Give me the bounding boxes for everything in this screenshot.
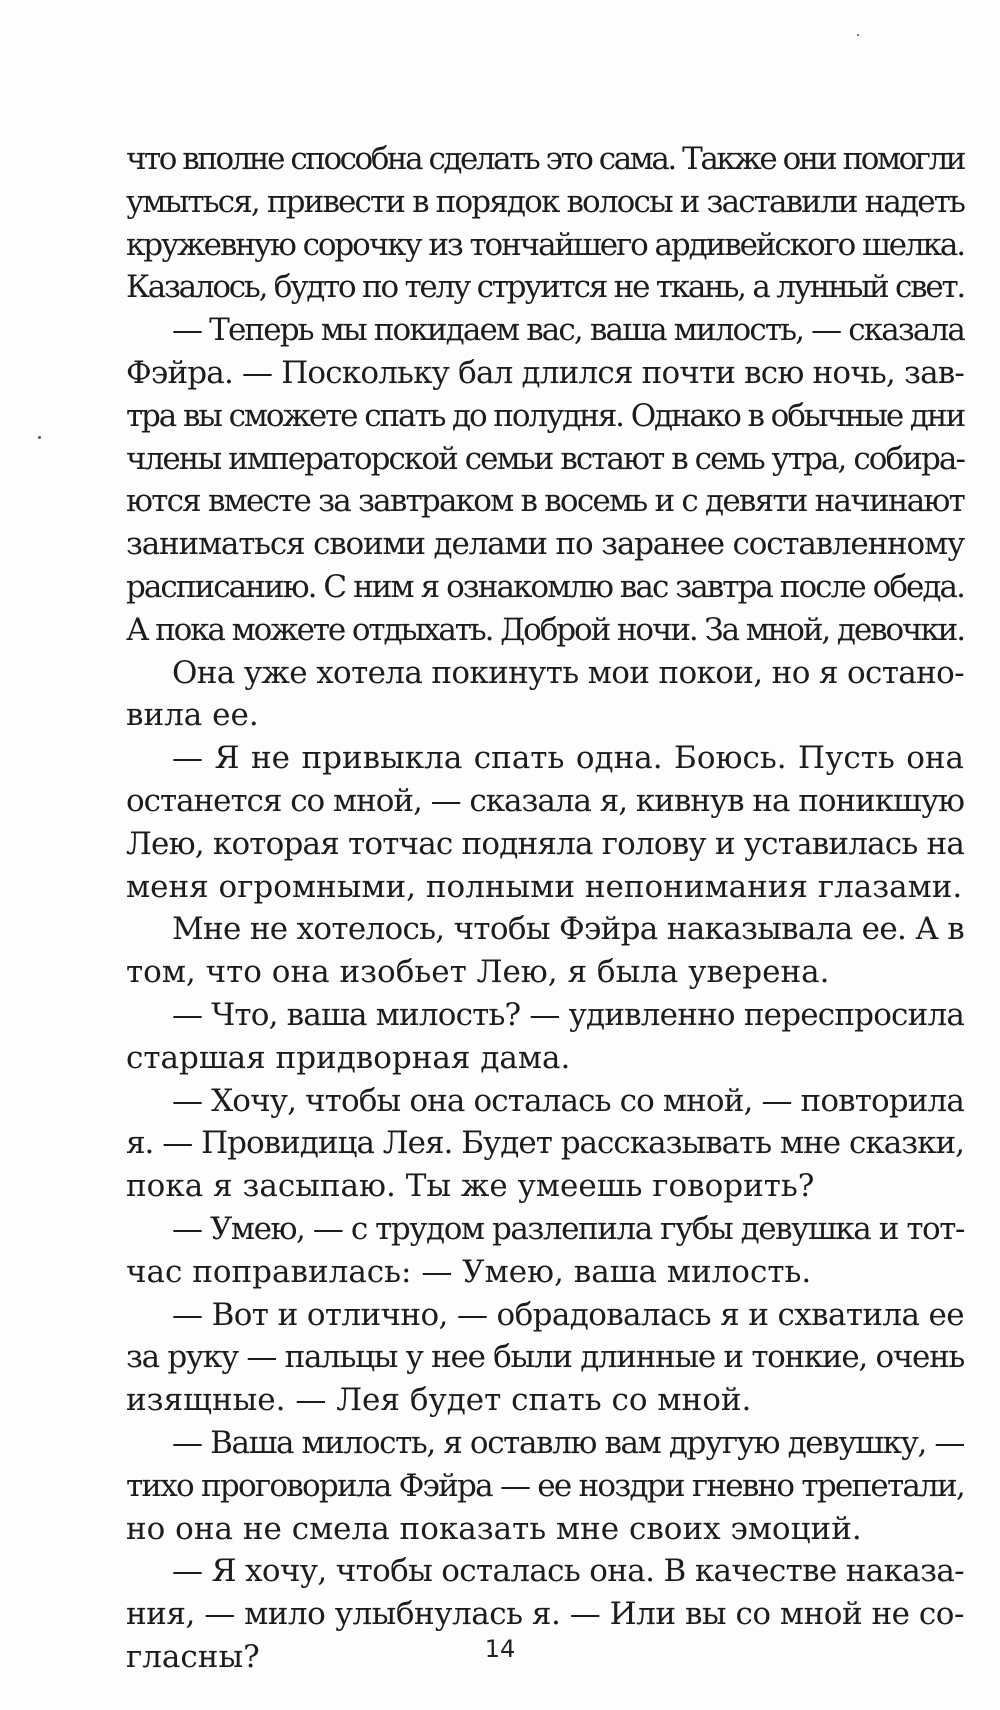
text-line: том, что она изобьет Лею, я была уверена. — [126, 954, 830, 991]
text-line: Казалось, будто по телу струится не ткань, а лунный свет. — [126, 269, 965, 306]
margin-speck — [857, 34, 859, 36]
text-line: — Хочу, чтобы она осталась со мной, — повторила — [172, 1082, 964, 1119]
text-line: Лею, которая тотчас подняла голову и уставилась на — [126, 825, 964, 862]
text-line: что вполне способна сделать это сама. Также они помогли — [126, 141, 964, 177]
text-line: А пока можете отдыхать. Доброй ночи. За мной, девочки. — [126, 611, 964, 648]
text-line: меня огромными, полными непонимания глазами. — [126, 868, 963, 905]
text-line: старшая придворная дама. — [126, 1039, 571, 1076]
text-line: — Я не привыкла спать одна. Боюсь. Пусть она — [172, 740, 964, 777]
text-line: пока я засыпаю. Ты же умеешь говорить? — [126, 1168, 815, 1205]
text-line: — Теперь мы покидаем вас, ваша милость, — сказала — [172, 312, 964, 349]
text-line: члены императорской семьи встают в семь утра, собира- — [126, 440, 964, 477]
page-body-text — [126, 138, 964, 1679]
text-line: ются вместе за завтраком в восемь и с девяти начинают — [126, 483, 964, 520]
text-line: — Вот и отлично, — обрадовалась я и схватила ее — [172, 1296, 964, 1333]
text-line: Фэйра. — Поскольку бал длился почти всю ночь, зав- — [126, 354, 964, 391]
text-line: заниматься своими делами по заранее составленному — [126, 526, 964, 563]
text-line: расписанию. С ним я ознакомлю вас завтра после обеда. — [126, 568, 964, 605]
text-line: Мне не хотелось, чтобы Фэйра наказывала ее. А в — [172, 911, 965, 948]
text-line: изящные. — Лея будет спать со мной. — [126, 1382, 752, 1419]
text-line: но она не смела показать мне своих эмоций. — [126, 1510, 862, 1547]
page-number: 14 — [484, 1635, 516, 1663]
text-line: кружевную сорочку из тончайшего ардивейского шелка. — [126, 226, 965, 263]
text-line: — Ваша милость, я оставлю вам другую девушку, — — [172, 1424, 964, 1461]
text-line: останется со мной, — сказала я, кивнув на поникшую — [126, 782, 964, 819]
text-line: за руку — пальцы у нее были длинные и тонкие, очень — [126, 1339, 964, 1376]
text-line: тра вы сможете спать до полудня. Однако в обычные дни — [126, 397, 965, 434]
text-line: ния, — мило улыбнулась я. — Или вы со мной не со- — [126, 1596, 964, 1633]
text-line: я. — Провидица Лея. Будет рассказывать мне сказки, — [126, 1125, 964, 1162]
text-line: тихо проговорила Фэйра — ее ноздри гневно трепетали, — [126, 1467, 964, 1504]
text-line: гласны? — [126, 1638, 260, 1675]
text-line: — Что, ваша милость? — удивленно переспросила — [172, 996, 964, 1033]
text-line: — Я хочу, чтобы осталась она. В качестве наказа- — [172, 1553, 965, 1590]
text-line: час поправилась: — Умею, ваша милость. — [126, 1253, 812, 1290]
margin-speck — [38, 436, 41, 439]
text-line: вила ее. — [126, 697, 259, 734]
text-line: — Умею, — с трудом разлепила губы девушка и тот- — [172, 1210, 964, 1247]
text-line: умыться, привести в порядок волосы и заставили надеть — [126, 183, 964, 220]
text-line: Она уже хотела покинуть мои покои, но я остано- — [172, 654, 964, 691]
